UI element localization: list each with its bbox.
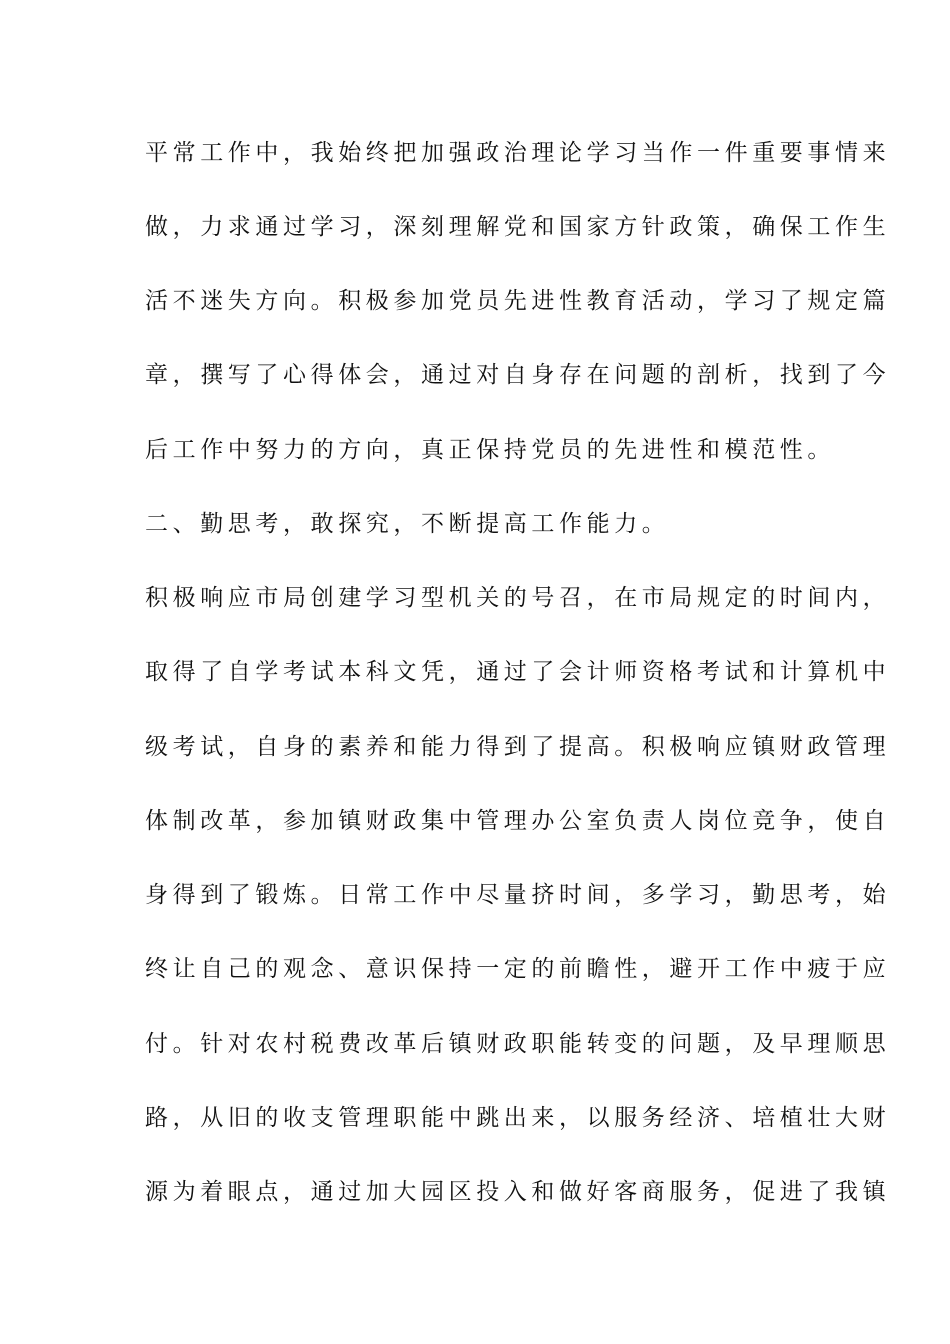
- text-line-11: 身得到了锻炼。日常工作中尽量挤时间，多学习，勤思考，始: [145, 882, 891, 908]
- text-line-8: 取得了自学考试本科文凭，通过了会计师资格考试和计算机中: [145, 659, 891, 685]
- text-line-9: 级考试，自身的素养和能力得到了提高。积极响应镇财政管理: [145, 734, 891, 760]
- text-line-1: 平常工作中，我始终把加强政治理论学习当作一件重要事情来: [145, 140, 891, 166]
- text-line-15: 源为着眼点，通过加大园区投入和做好客商服务，促进了我镇: [145, 1179, 891, 1205]
- text-line-10: 体制改革，参加镇财政集中管理办公室负责人岗位竞争，使自: [145, 808, 891, 834]
- text-line-5: 后工作中努力的方向，真正保持党员的先进性和模范性。: [145, 437, 835, 463]
- text-line-2: 做，力求通过学习，深刻理解党和国家方针政策，确保工作生: [145, 214, 891, 240]
- text-line-14: 路，从旧的收支管理职能中跳出来，以服务经济、培植壮大财: [145, 1105, 891, 1131]
- text-line-3: 活不迷失方向。积极参加党员先进性教育活动，学习了规定篇: [145, 288, 891, 314]
- text-line-13: 付。针对农村税费改革后镇财政职能转变的问题，及早理顺思: [145, 1031, 891, 1057]
- section-heading: 二、勤思考，敢探究，不断提高工作能力。: [145, 511, 670, 537]
- text-line-12: 终让自己的观念、意识保持一定的前瞻性，避开工作中疲于应: [145, 956, 891, 982]
- text-line-4: 章，撰写了心得体会，通过对自身存在问题的剖析，找到了今: [145, 362, 891, 388]
- text-line-7: 积极响应市局创建学习型机关的号召，在市局规定的时间内，: [145, 585, 891, 611]
